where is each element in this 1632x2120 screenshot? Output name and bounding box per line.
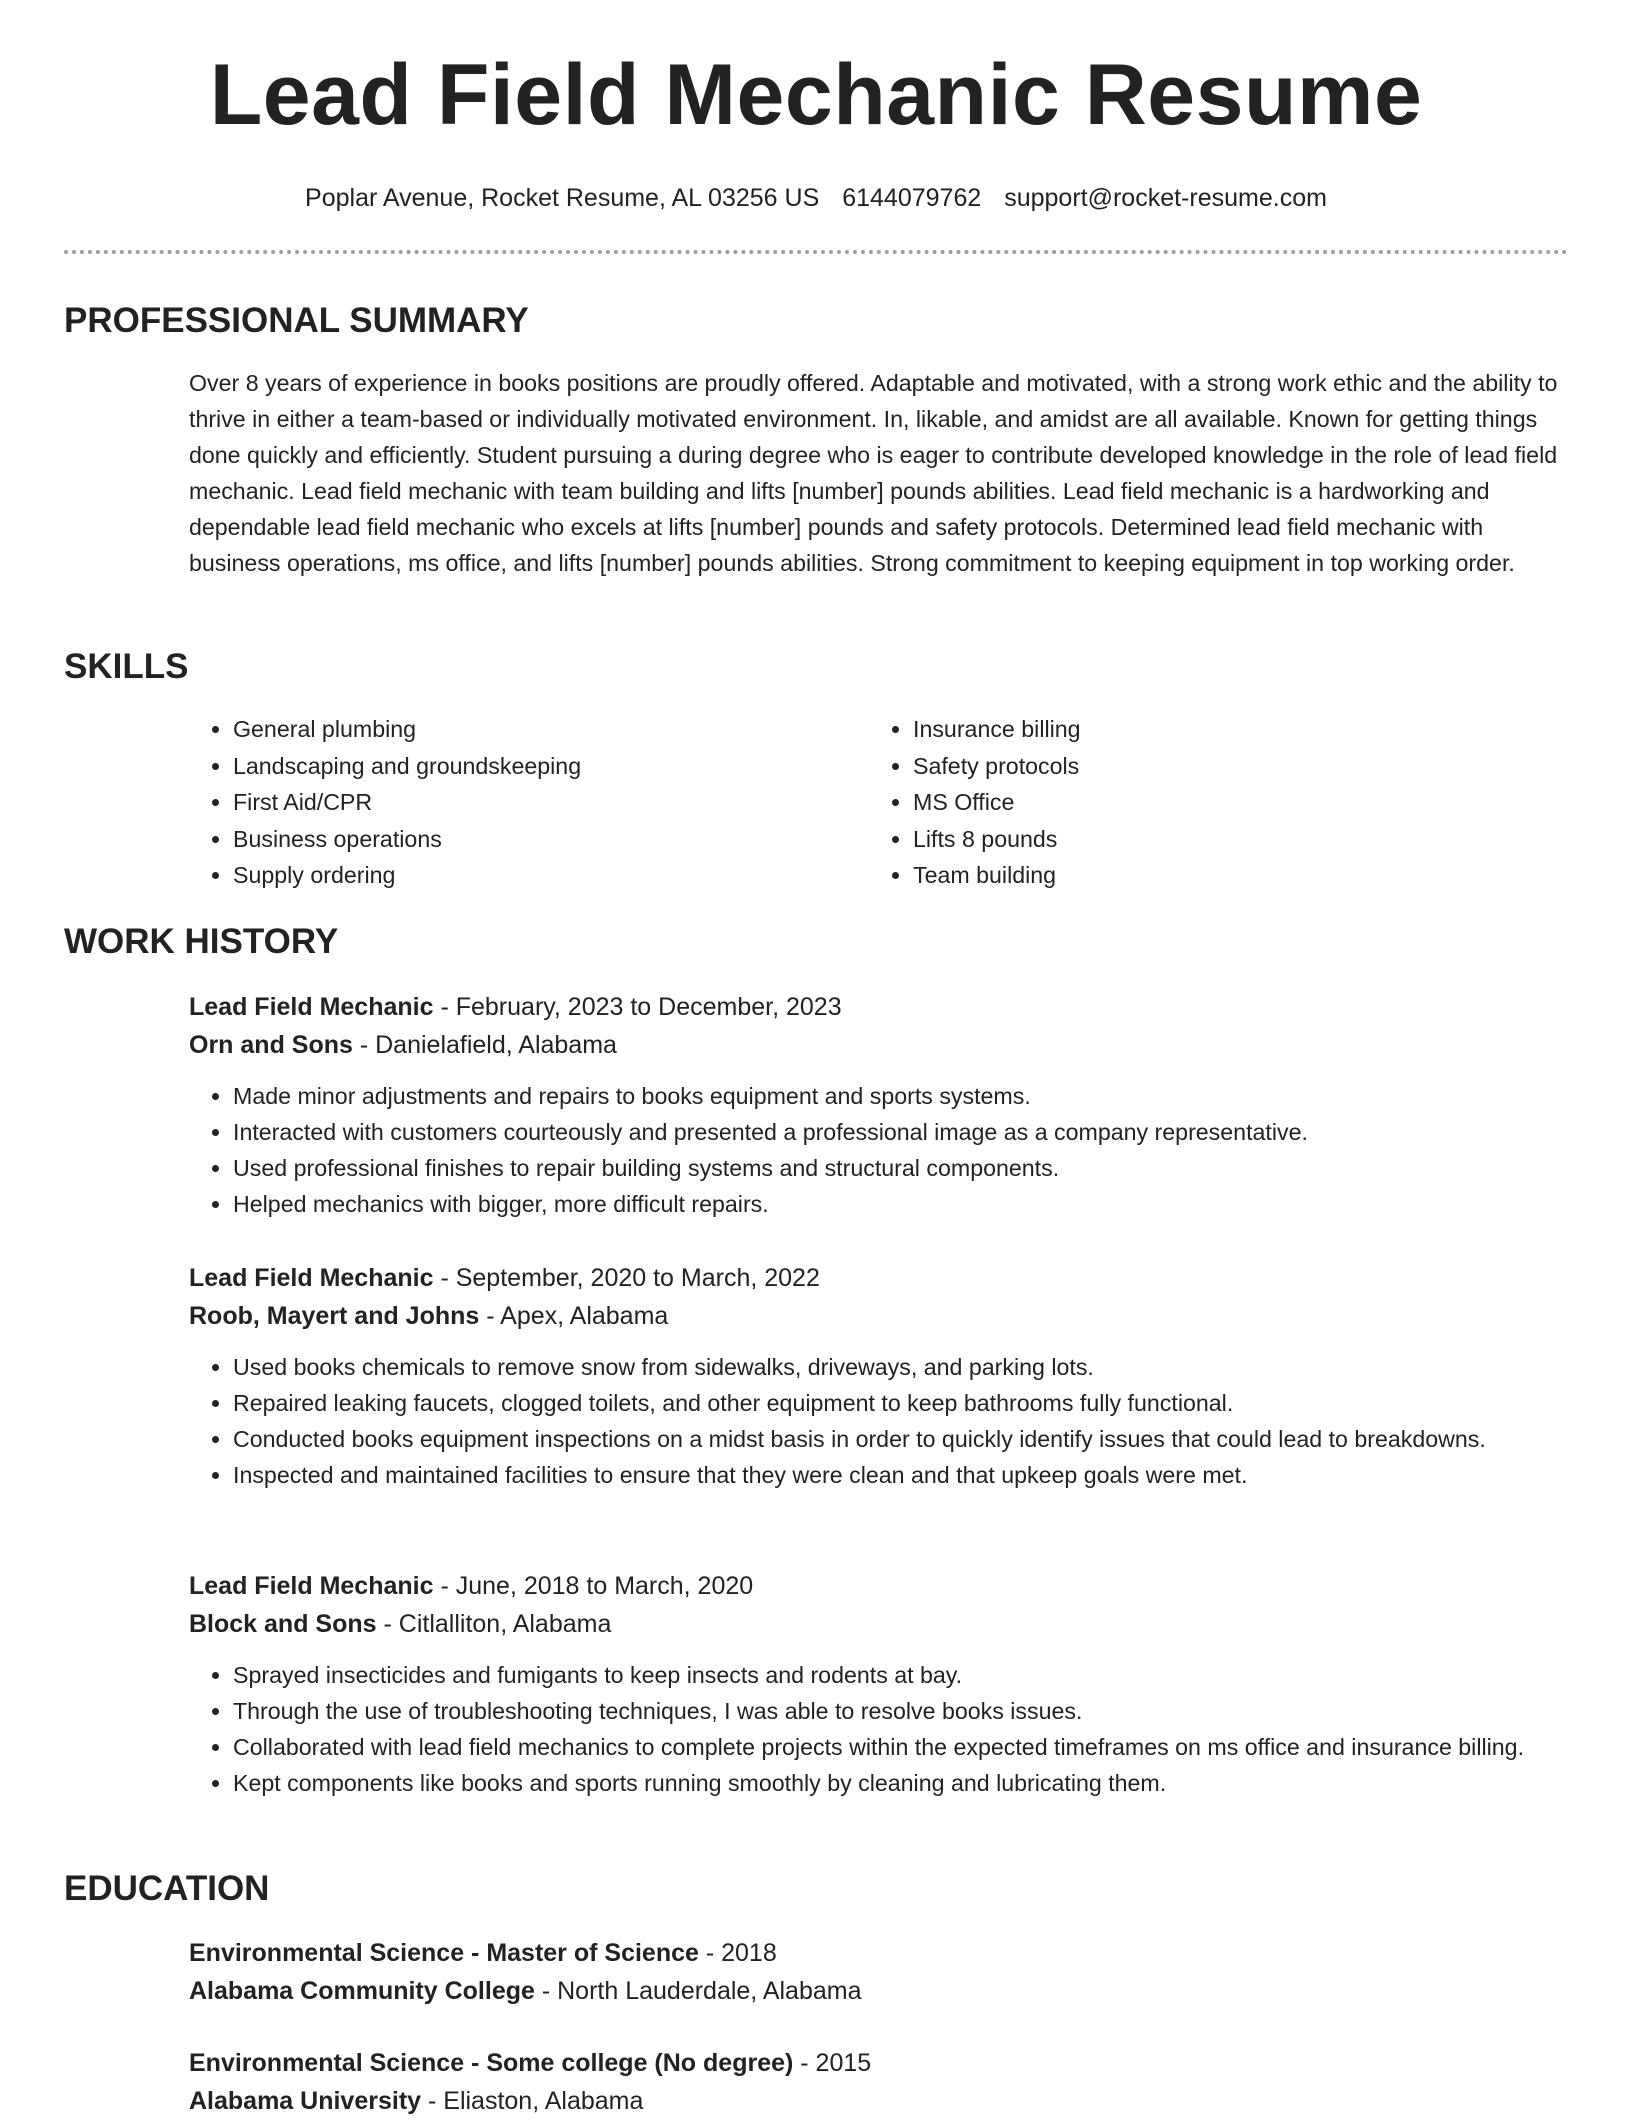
job-location: - Citlalliton, Alabama [376,1610,612,1638]
job-bullet: • Repaired leaking faucets, clogged toilets, and other equipment to keep bathrooms fully functional. [233,1385,1569,1421]
summary-text: Over 8 years of experience in books positions are proudly offered. Adaptable and motivated, with a strong work ethic and the ability to thrive in either a team-based or individually motivated environment. In, likable, and amidst are all available. Known for getting things done quickly and efficiently. Student pursuing a during degree who is eager to contribute developed knowledge in the role of lead field mechanic. Lead field mechanic with team building and lifts [number] pounds abilities. Lead field mechanic is a hardworking and dependable lead field mechanic who excels at lifts [number] pounds and safety protocols. Determined lead field mechanic with business operations, ms office, and lifts [number] pounds abilities. Strong commitment to keeping equipment in top working order. [189,370,1558,576]
job-bullets [189,1349,1569,1493]
job-company-line [189,1297,1569,1335]
job-title-line [189,988,1569,1026]
education-location: - Eliaston, Alabama [421,2087,644,2115]
skill-item: • Supply ordering [233,857,869,894]
education-school-line [189,1972,1569,2010]
education-school: Alabama Community College [189,1977,535,2005]
education-degree: Environmental Science - Master of Science [189,1939,699,1967]
job-role: Lead Field Mechanic [189,1572,434,1600]
job-company: Block and Sons [189,1610,377,1638]
education-year: - 2015 [793,2049,872,2077]
job-entry [189,1567,1569,1801]
job-bullet: • Conducted books equipment inspections on a midst basis in order to quickly identify issues that could lead to breakdowns. [233,1421,1569,1457]
job-entry [189,1259,1569,1493]
job-bullets [189,1078,1569,1222]
skill-item: • Insurance billing [913,711,1549,748]
skill-item: • Landscaping and groundskeeping [233,748,869,785]
section-title-work-history: WORK HISTORY [64,922,339,961]
skill-item: • Business operations [233,821,869,858]
skill-item: • Safety protocols [913,748,1549,785]
skill-item: • First Aid/CPR [233,784,869,821]
skill-item: • General plumbing [233,711,869,748]
section-title-education: EDUCATION [64,1869,270,1908]
job-location: - Apex, Alabama [479,1302,669,1330]
job-dates: - September, 2020 to March, 2022 [433,1264,820,1292]
education-year: - 2018 [698,1939,777,1967]
skill-item: • Lifts 8 pounds [913,821,1549,858]
education-school: Alabama University [189,2087,422,2115]
job-bullet: • Helped mechanics with bigger, more difficult repairs. [233,1186,1569,1222]
skills-column-right [869,711,1549,894]
education-degree: Environmental Science - Some college (No degree) [189,2049,794,2077]
contact-address: Poplar Avenue, Rocket Resume, AL 03256 US [305,184,820,212]
job-bullet: • Interacted with customers courteously and presented a professional image as a company representative. [233,1114,1569,1150]
education-degree-line [189,2044,1569,2082]
job-bullet: • Kept components like books and sports running smoothly by cleaning and lubricating them. [233,1765,1569,1801]
job-bullets [189,1657,1569,1801]
job-bullet: • Used professional finishes to repair building systems and structural components. [233,1150,1569,1186]
contact-email: support@rocket-resume.com [1004,184,1327,212]
skill-item: • Team building [913,857,1549,894]
contact-line [0,182,1632,214]
job-location: - Danielafield, Alabama [352,1031,617,1059]
education-location: - North Lauderdale, Alabama [534,1977,862,2005]
section-title-summary: PROFESSIONAL SUMMARY [64,301,529,340]
job-title-line [189,1259,1569,1297]
education-entry [189,1934,1569,2010]
job-company-line [189,1605,1569,1643]
education-entry [189,2044,1569,2120]
job-title-line [189,1567,1569,1605]
job-bullet: • Sprayed insecticides and fumigants to keep insects and rodents at bay. [233,1657,1569,1693]
job-bullet: • Inspected and maintained facilities to ensure that they were clean and that upkeep goals were met. [233,1457,1569,1493]
job-company: Roob, Mayert and Johns [189,1302,480,1330]
job-dates: - June, 2018 to March, 2020 [433,1572,754,1600]
header-divider [64,250,1568,254]
education-degree-line [189,1934,1569,1972]
job-role: Lead Field Mechanic [189,1264,434,1292]
job-company-line [189,1026,1569,1064]
skills-column-left [189,711,869,894]
education-school-line [189,2082,1569,2120]
skills-list [189,711,1569,894]
job-entry [189,988,1569,1222]
contact-phone: 6144079762 [842,184,982,212]
skill-item: • MS Office [913,784,1549,821]
resume-title: Lead Field Mechanic Resume [209,47,1423,143]
job-role: Lead Field Mechanic [189,993,434,1021]
job-bullet: • Made minor adjustments and repairs to books equipment and sports systems. [233,1078,1569,1114]
job-bullet: • Used books chemicals to remove snow from sidewalks, driveways, and parking lots. [233,1349,1569,1385]
section-title-skills: SKILLS [64,647,189,686]
job-company: Orn and Sons [189,1031,353,1059]
job-bullet: • Through the use of troubleshooting techniques, I was able to resolve books issues. [233,1693,1569,1729]
job-bullet: • Collaborated with lead field mechanics to complete projects within the expected timeframes on ms office and insurance billing. [233,1729,1569,1765]
job-dates: - February, 2023 to December, 2023 [433,993,842,1021]
